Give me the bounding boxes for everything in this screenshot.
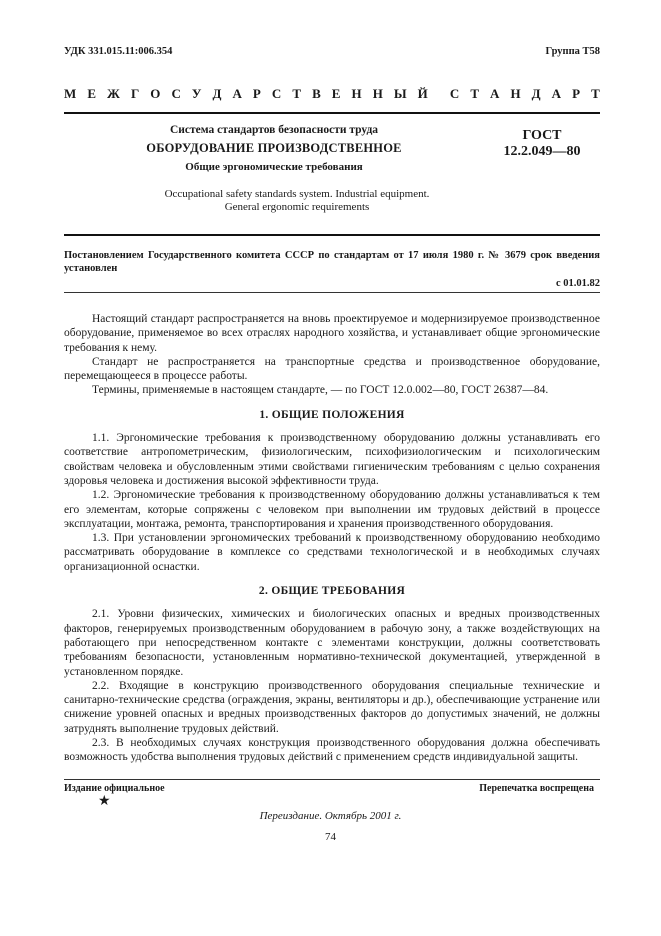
section-1-heading: 1. ОБЩИЕ ПОЛОЖЕНИЯ: [259, 408, 405, 421]
banner-letter: В: [312, 86, 321, 101]
title-center: [124, 124, 424, 173]
standard-subtitle: Общие эргономические требования: [185, 161, 363, 173]
english-title-line-2: General ergonomic requirements: [224, 201, 370, 213]
banner-letter: Ж: [107, 86, 120, 101]
banner-letter: Н: [372, 86, 383, 101]
star-icon: ★: [98, 794, 111, 809]
section-2-paragraph: 2.3. В необходимых случаях конструкция производственного оборудования должна обеспечивать возможность удобства выполнения трудовых действий с применением средств индивидуальной защиты.: [64, 737, 600, 764]
banner-letter: Е: [87, 86, 96, 101]
page-number: 74: [325, 831, 336, 843]
gost-number: 12.2.049—80: [503, 144, 581, 159]
banner-letter: Е: [331, 86, 341, 101]
banner-letter: А: [232, 86, 242, 101]
banner-letter: Р: [572, 86, 581, 101]
banner-letter: М: [64, 86, 77, 101]
udk-code: УДК 331.015.11:006.354: [64, 46, 173, 57]
banner-letter: А: [551, 86, 562, 101]
decree-rule: [64, 292, 600, 293]
decree-text: Постановлением Государственного комитета СССР по стандартам от 17 июля 1980 г. № 3679 срок введения установлен: [64, 250, 600, 274]
banner-letter: С: [271, 86, 282, 101]
banner-letter: Н: [510, 86, 521, 101]
gost-designation: [492, 128, 592, 160]
banner-letter: С: [171, 86, 181, 101]
banner-letter: Г: [130, 86, 140, 101]
intro-paragraph: Стандарт не распространяется на транспортные средства и производственное оборудование, перемещающееся в процессе работы.: [64, 355, 600, 383]
banner-letter: Д: [212, 86, 222, 101]
banner-letter: А: [490, 86, 500, 101]
standard-name: ОБОРУДОВАНИЕ ПРОИЗВОДСТВЕННОЕ: [146, 141, 402, 155]
document-page: [64, 40, 600, 795]
system-title: Система стандартов безопасности труда: [169, 124, 379, 136]
title-block: [64, 114, 600, 196]
banner-letter: Т: [591, 86, 600, 101]
banner-letter: У: [191, 86, 202, 101]
title-rule: [64, 234, 600, 236]
header-line: [64, 40, 600, 56]
banner-letter: Т: [292, 86, 302, 101]
intro-paragraph: Настоящий стандарт распространяется на вновь проектируемое и модернизируемое производственное оборудование, применяемое во всех отраслях народного хозяйства, и устанавливает общие эргономические требования к нему.: [64, 313, 600, 354]
section-2-heading: 2. ОБЩИЕ ТРЕБОВАНИЯ: [258, 585, 406, 598]
document-body: [64, 312, 600, 765]
banner-letter: Н: [351, 86, 362, 101]
footer-line: [64, 779, 600, 795]
group-code: Группа Т58: [545, 46, 600, 57]
banner-letter: О: [150, 86, 161, 101]
banner-letter: Р: [252, 86, 261, 101]
interstate-standard-banner: [64, 86, 600, 104]
intro-section: [64, 312, 600, 398]
official-edition: Издание официальное: [64, 782, 165, 794]
footer-rule: [64, 779, 600, 780]
effective-date: с 01.01.82: [555, 278, 600, 289]
reissue-note: Переиздание. Октябрь 2001 г.: [259, 810, 402, 822]
section-2-paragraph: 2.2. Входящие в конструкцию производственного оборудования специальные технические и санитарно-технические средства (ограждения, экраны, вентиляторы и др.), обеспечивающие устранение или снижение уровней опасных и вредных производственных факторов до допустимых значений, не должны затруднять выполнение трудовых действий.: [64, 679, 600, 735]
banner-letter: Ы: [393, 86, 407, 101]
banner-letter: Й: [417, 86, 428, 101]
english-title-line-1: Occupational safety standards system. Industrial equipment.: [164, 188, 430, 200]
section-1-paragraph: 1.1. Эргономические требования к производственному оборудованию должны устанавливать его соответствие антропометрическим, физиологическим, психофизиологическим и психологическим свойствам человека и обусловленным этими свойствами гигиеническим требованиям с целью сохранения здоровья человека и достижения высокой эффективности труда.: [64, 432, 600, 487]
section-1-paragraph: 1.2. Эргономические требования к производственному оборудованию должны устанавливаться к тем его элементам, которые сопряжены с человеком при выполнении им трудовых действий в процессе эксплуатации, монтажа, ремонта, транспортирования и хранения производственного оборудования.: [64, 489, 600, 530]
section-1-paragraph: 1.3. При установлении эргономических требований к производственному оборудованию необходимо рассматривать оборудование в комплексе со средствами технологической и в необходимых случаях организационной оснастки.: [64, 532, 600, 573]
reprint-prohibited: Перепечатка воспрещена: [479, 782, 594, 794]
banner-letter: Д: [531, 86, 541, 101]
banner-letter: Т: [470, 86, 479, 101]
section-2-paragraph: 2.1. Уровни физических, химических и биологических опасных и вредных производственных факторов, генерируемых производственным оборудованием в рабочую зону, а также воздействующих на работающего при непосредственном контакте с элементами конструкции, должны соответствовать требованиям безопасности, установленным нормативно-технической документацией, утвержденной в установленном порядке.: [64, 608, 600, 678]
banner-letter: С: [449, 86, 460, 101]
intro-paragraph: Термины, применяемые в настоящем стандарте, — по ГОСТ 12.0.002—80, ГОСТ 26387—84.: [92, 384, 549, 397]
gost-label: ГОСТ: [522, 128, 562, 143]
